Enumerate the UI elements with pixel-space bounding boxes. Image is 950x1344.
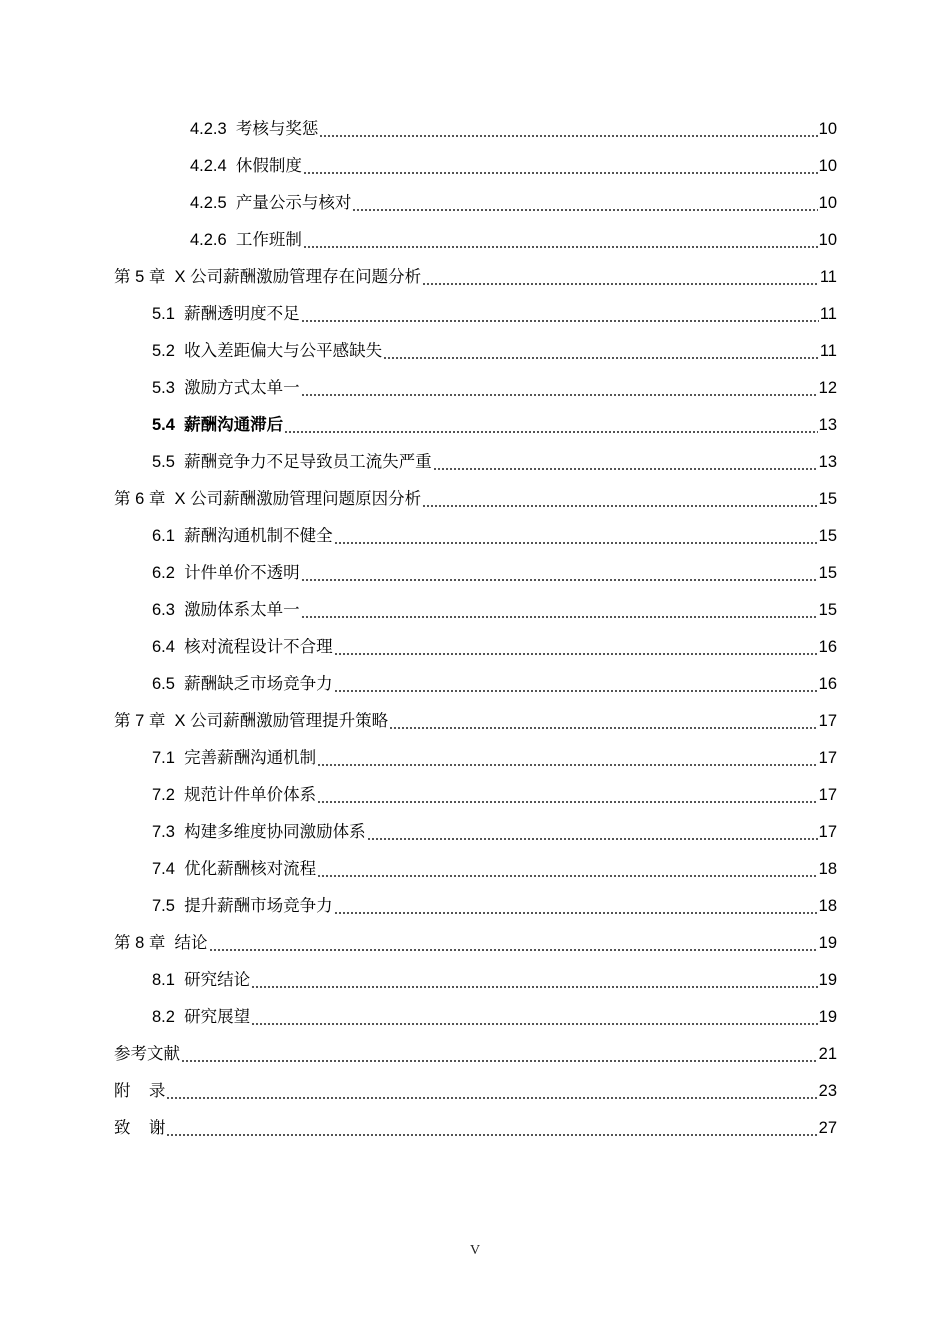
toc-entry-title: 第 5 章 X 公司薪酬激励管理存在问题分析: [114, 267, 422, 286]
toc-entry[interactable]: [0, 332, 837, 369]
toc-dot-leader: [166, 1075, 817, 1107]
toc-entry-page: 21: [818, 1044, 837, 1063]
toc-entry-title: 第 7 章 X 公司薪酬激励管理提升策略: [114, 711, 389, 730]
toc-entry-page: 10: [818, 156, 837, 175]
toc-dot-leader: [301, 557, 818, 589]
toc-entry-page: 15: [818, 489, 837, 508]
toc-dot-leader: [334, 668, 818, 700]
toc-entry-page: 13: [818, 452, 837, 471]
toc-entry-title: 薪酬缺乏市场竞争力: [184, 673, 333, 693]
toc-entry[interactable]: [0, 739, 837, 776]
toc-dot-leader: [422, 261, 819, 293]
toc-entry[interactable]: [0, 295, 837, 332]
toc-entry-page: 17: [818, 748, 837, 767]
toc-dot-leader: [284, 409, 818, 441]
toc-entry-number: 5.4: [152, 415, 185, 434]
toc-entry[interactable]: [0, 147, 837, 184]
toc-entry-number: 6.4: [152, 637, 185, 656]
toc-entry[interactable]: [0, 628, 837, 665]
toc-entry-page: 12: [818, 378, 837, 397]
toc-entry[interactable]: [0, 517, 837, 554]
toc-entry-title: 收入差距偏大与公平感缺失: [184, 340, 383, 360]
toc-entry-title: 第 8 章 结论: [114, 933, 208, 952]
toc-entry-page: 27: [818, 1118, 837, 1137]
toc-entry-page: 19: [818, 933, 837, 952]
toc-entry-page: 18: [818, 859, 837, 878]
toc-dot-leader: [303, 224, 818, 256]
toc-entry[interactable]: [0, 480, 837, 517]
toc-dot-leader: [422, 483, 818, 515]
toc-entry-number: 7.2: [152, 785, 185, 804]
toc-entry-title: 薪酬竞争力不足导致员工流失严重: [184, 451, 432, 471]
toc-entry-number: 4.2.5: [190, 193, 236, 212]
toc-entry[interactable]: [0, 924, 837, 961]
toc-entry-page: 19: [818, 1007, 837, 1026]
toc-entry-page: 18: [818, 896, 837, 915]
toc-entry[interactable]: [0, 961, 837, 998]
toc-entry-number: 5.5: [152, 452, 185, 471]
toc-entry-title: 激励体系太单一: [184, 599, 300, 619]
toc-entry-number: 7.1: [152, 748, 185, 767]
toc-dot-leader: [319, 113, 817, 145]
toc-entry-title: 工作班制: [235, 229, 302, 249]
toc-entry-page: 11: [819, 341, 837, 360]
toc-entry-number: 5.1: [152, 304, 185, 323]
toc-dot-leader: [433, 446, 818, 478]
toc-entry-page: 17: [818, 785, 837, 804]
toc-entry-page: 10: [818, 230, 837, 249]
toc-entry-page: 16: [818, 637, 837, 656]
toc-entry-number: 8.2: [152, 1007, 185, 1026]
toc-entry-title: 研究展望: [184, 1006, 251, 1026]
toc-entry[interactable]: [0, 998, 837, 1035]
toc-entry[interactable]: [0, 369, 837, 406]
toc-entry[interactable]: [0, 406, 837, 443]
toc-entry-page: 10: [818, 119, 837, 138]
toc-dot-leader: [209, 927, 818, 959]
toc-entry-title: 参考文献: [114, 1044, 180, 1063]
toc-entry[interactable]: [0, 702, 837, 739]
page-footer-number: V: [469, 1243, 481, 1258]
toc-dot-leader: [389, 705, 818, 737]
toc-entry-number: 7.3: [152, 822, 185, 841]
toc-dot-leader: [334, 890, 818, 922]
toc-entry-page: 13: [818, 415, 837, 434]
toc-entry[interactable]: [0, 443, 837, 480]
toc-dot-leader: [317, 742, 818, 774]
toc-entry-title: 休假制度: [235, 155, 302, 175]
toc-entry-title: 附 录: [114, 1081, 166, 1100]
toc-dot-leader: [334, 520, 818, 552]
toc-entry-page: 11: [819, 304, 837, 323]
toc-entry-page: 15: [818, 526, 837, 545]
toc-entry-number: 8.1: [152, 970, 185, 989]
toc-entry-title: 提升薪酬市场竞争力: [184, 895, 333, 915]
toc-entry-number: 5.2: [152, 341, 185, 360]
toc-dot-leader: [251, 1001, 818, 1033]
toc-entry-title: 完善薪酬沟通机制: [184, 747, 317, 767]
toc-entry[interactable]: [0, 776, 837, 813]
toc-entry[interactable]: [0, 887, 837, 924]
toc-entry[interactable]: [0, 850, 837, 887]
toc-entry-page: 17: [818, 822, 837, 841]
toc-entry[interactable]: [0, 1072, 837, 1109]
toc-entry-title: 优化薪酬核对流程: [184, 858, 317, 878]
toc-entry[interactable]: [0, 1109, 837, 1146]
toc-entry-page: 11: [819, 267, 837, 286]
toc-entry-page: 23: [818, 1081, 837, 1100]
toc-entry-page: 15: [818, 600, 837, 619]
toc-entry-title: 激励方式太单一: [184, 377, 300, 397]
toc-entry-page: 16: [818, 674, 837, 693]
toc-entry-number: 6.1: [152, 526, 185, 545]
toc-entry-page: 10: [818, 193, 837, 212]
toc-entry-title: 考核与奖惩: [235, 118, 319, 138]
toc-dot-leader: [303, 150, 818, 182]
toc-entry[interactable]: [0, 813, 837, 850]
toc-entry-page: 15: [818, 563, 837, 582]
toc-entry-title: 核对流程设计不合理: [184, 636, 333, 656]
toc-entry-title: 致 谢: [114, 1118, 166, 1137]
toc-entry[interactable]: [0, 184, 837, 221]
toc-entry-title: 计件单价不透明: [184, 562, 300, 582]
toc-entry-title: 第 6 章 X 公司薪酬激励管理问题原因分析: [114, 489, 422, 508]
toc-entry-title: 薪酬沟通机制不健全: [184, 525, 333, 545]
toc-entry-number: 5.3: [152, 378, 185, 397]
toc-entry-page: 19: [818, 970, 837, 989]
toc-entry-number: 4.2.4: [190, 156, 236, 175]
toc-dot-leader: [367, 816, 818, 848]
toc-dot-leader: [383, 335, 819, 367]
toc-dot-leader: [301, 298, 819, 330]
toc-entry-number: 4.2.3: [190, 119, 236, 138]
toc-entry-title: 构建多维度协同激励体系: [184, 821, 366, 841]
toc-entry-title: 规范计件单价体系: [184, 784, 317, 804]
toc-dot-leader: [317, 853, 818, 885]
toc-entry-number: 6.2: [152, 563, 185, 582]
toc-dot-leader: [334, 631, 818, 663]
toc-entry-number: 7.5: [152, 896, 185, 915]
toc-entry-title: 产量公示与核对: [235, 192, 352, 212]
toc-entry-number: 4.2.6: [190, 230, 236, 249]
toc-dot-leader: [352, 187, 817, 219]
toc-entry-page: 17: [818, 711, 837, 730]
toc-dot-leader: [301, 594, 818, 626]
toc-entry-number: 6.3: [152, 600, 185, 619]
toc-dot-leader: [181, 1038, 818, 1070]
toc-entry[interactable]: [0, 554, 837, 591]
toc-entry[interactable]: [0, 258, 837, 295]
toc-entry-title: 研究结论: [184, 969, 251, 989]
toc-entry[interactable]: [0, 1035, 837, 1072]
toc-dot-leader: [166, 1112, 817, 1144]
toc-dot-leader: [251, 964, 818, 996]
toc-entry[interactable]: [0, 591, 837, 628]
toc-entry-title: 薪酬沟通滞后: [184, 414, 284, 434]
toc-entry-number: 6.5: [152, 674, 185, 693]
toc-entry-title: 薪酬透明度不足: [184, 303, 300, 323]
toc-entry[interactable]: [0, 110, 837, 147]
toc-entry-number: 7.4: [152, 859, 185, 878]
toc-entry[interactable]: [0, 221, 837, 258]
toc-dot-leader: [301, 372, 818, 404]
toc-dot-leader: [317, 779, 818, 811]
toc-entry[interactable]: [0, 665, 837, 702]
